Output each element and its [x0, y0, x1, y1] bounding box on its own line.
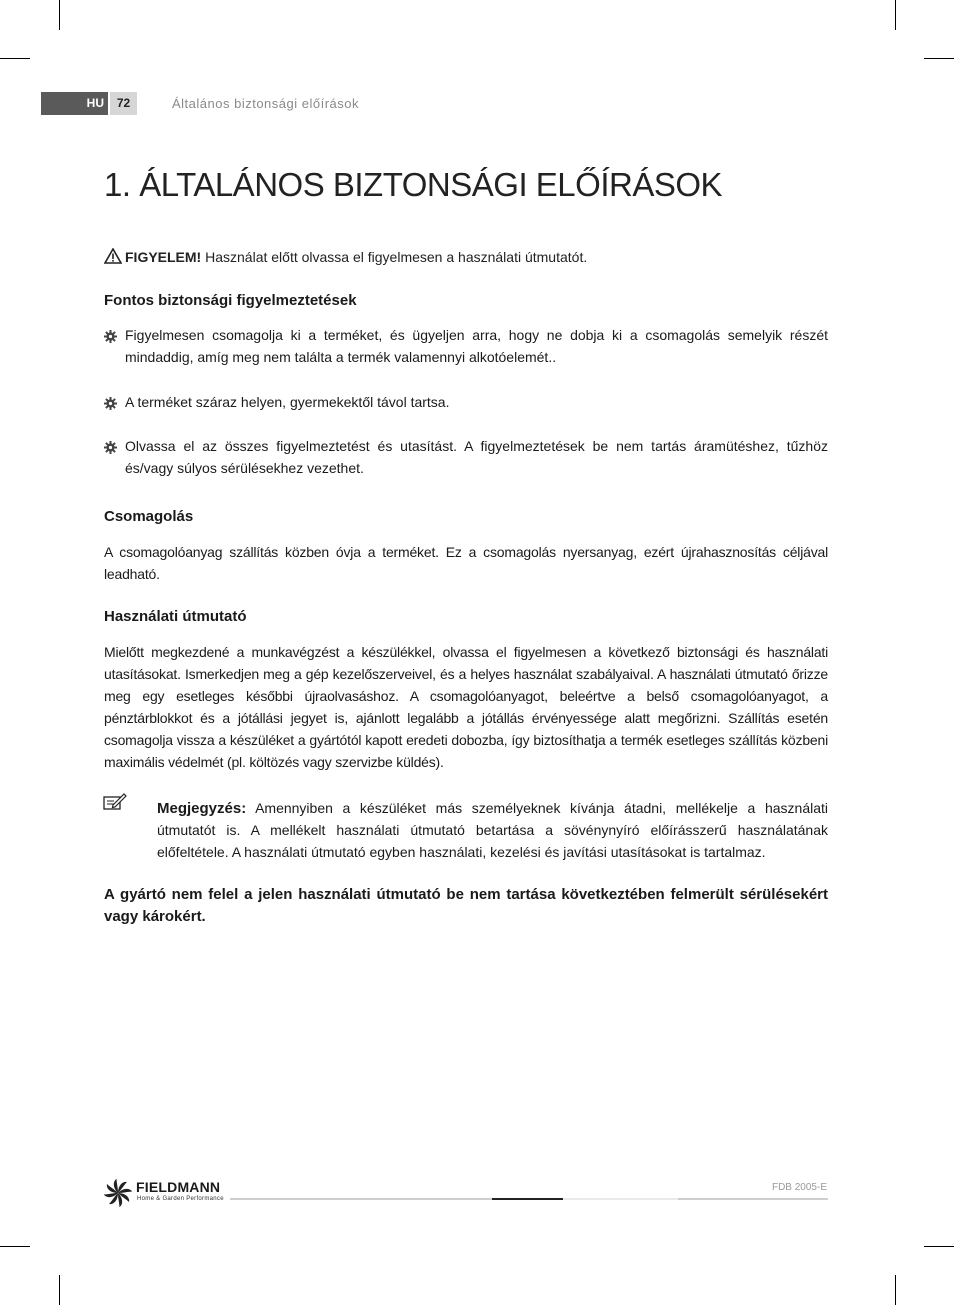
- model-code: FDB 2005-E: [771, 1182, 827, 1193]
- bullet-text: Figyelmesen csomagolja ki a terméket, és ügyeljen arra, hogy ne dobja ki a csomagolás semelyik részét mindaddig, amíg meg nem találta a termék valamennyi alkotóelemét..: [125, 327, 828, 365]
- note-pencil-icon: [103, 793, 127, 811]
- gear-bullet-icon: [104, 438, 117, 451]
- crop-mark: [59, 1275, 60, 1305]
- gear-bullet-icon: [104, 327, 117, 340]
- note-label: Megjegyzés:: [157, 800, 247, 817]
- page-title: 1. ÁLTALÁNOS BIZTONSÁGI ELŐÍRÁSOK: [104, 166, 723, 203]
- running-header: Általános biztonsági előírások: [172, 96, 359, 111]
- crop-mark: [895, 0, 896, 30]
- warning-text: Használat előtt olvassa el figyelmesen a használati útmutatót.: [205, 249, 588, 265]
- list-item: [104, 391, 828, 413]
- packaging-heading: Csomagolás: [104, 508, 194, 525]
- note-text: Amennyiben a készüléket más személyeknek kívánja átadni, mellékelje a használati útmutatót is. A mellékelt használati útmutató betartása a sövénynyíró előírásszerű használatának előfeltétele. A használati útmutató egyben használati, kezelési és javítási utasításokat is tartalmaz.: [157, 800, 828, 860]
- packaging-text: A csomagolóanyag szállítás közben óvja a terméket. Ez a csomagolás nyersanyag, ezért újrahasznosítás céljával leadható.: [104, 544, 828, 582]
- warning-line: [104, 246, 828, 270]
- footer-rule: [230, 1198, 828, 1200]
- crop-mark: [0, 58, 30, 59]
- disclaimer: A gyártó nem felel a jelen használati útmutató be nem tartása következtében felmerült sérülésekért vagy károkért.: [104, 886, 828, 925]
- crop-mark: [0, 1246, 30, 1247]
- fieldmann-logo: [103, 1176, 231, 1208]
- brand-name: FIELDMANN: [136, 1179, 221, 1195]
- list-item: [104, 324, 828, 368]
- warning-label: FIGYELEM!: [125, 249, 202, 265]
- fan-logo-icon: [103, 1178, 133, 1208]
- bullet-text: A terméket száraz helyen, gyermekektől távol tartsa.: [125, 394, 450, 410]
- safety-heading: Fontos biztonsági figyelmeztetések: [104, 292, 357, 309]
- language-code: HU: [41, 92, 108, 115]
- brand-tagline: Home & Garden Performance: [137, 1196, 224, 1202]
- crop-mark: [895, 1275, 896, 1305]
- gear-bullet-icon: [104, 394, 117, 407]
- warning-triangle-icon: [104, 248, 122, 270]
- note-block: [157, 797, 828, 863]
- crop-mark: [924, 58, 954, 59]
- page-number: 72: [110, 92, 137, 115]
- list-item: [104, 435, 828, 479]
- page-tab: [41, 92, 137, 115]
- manual-heading: Használati útmutató: [104, 608, 247, 625]
- manual-text: Mielőtt megkezdené a munkavégzést a készülékkel, olvassa el figyelmesen a következő biztonsági és használati utasításokat. Ismerkedjen meg a gép kezelőszerveivel, és a helyes használat szabályaival. A használati útmutató őrizze meg egy esetleges későbbi újraolvasáshoz. A csomagolóanyagot, beleértve a belső csomagolóanyagot, a pénztárblokkot és a jótállási jegyet is, ajánlott legalább a jótállás érvényessége alatt megőrizni. Szállítás esetén csomagolja vissza a készüléket a gyártótól kapott eredeti dobozba, így biztosíthatja a termék esetleges szállítás közbeni maximális védelmét (pl. költözés vagy szervizbe küldés).: [104, 644, 828, 770]
- crop-mark: [924, 1246, 954, 1247]
- crop-mark: [59, 0, 60, 30]
- bullet-text: Olvassa el az összes figyelmeztetést és utasítást. A figyelmeztetések be nem tartás áramütéshez, tűzhöz és/vagy súlyos sérülésekhez vezethet.: [125, 438, 828, 476]
